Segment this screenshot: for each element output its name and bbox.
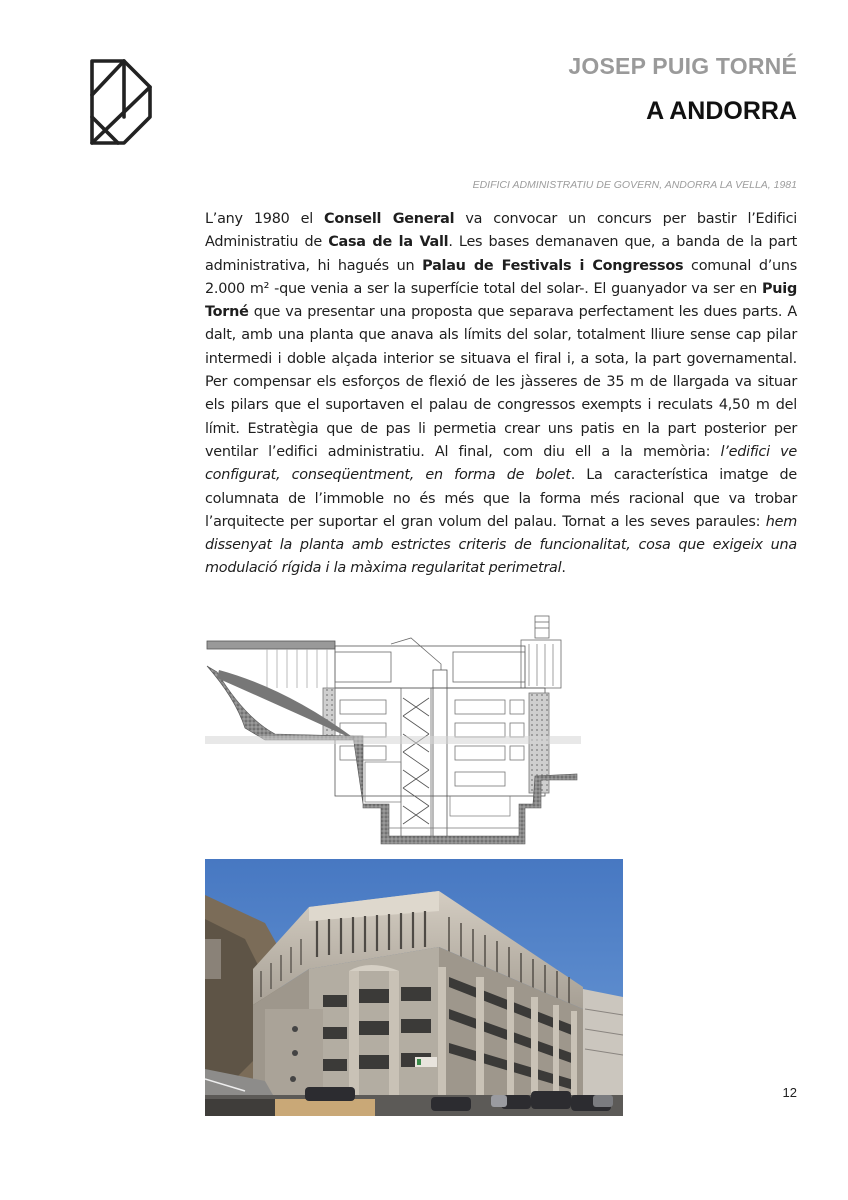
text-run: comunal d’uns 2.000 m² -que venia a ser la superfície total del solar-. El guanyador va ser en <box>205 257 798 297</box>
italic-quote: l’edifici ve configurat, conseqüentment, en forma de bolet <box>205 443 797 484</box>
text-run: que va presentar una proposta que separava perfectament les dues parts. A dalt, amb una planta que anava als límits del solar, totalment lliure sense cap pilar intermedi i doble alçada interior se situava el firal i, a sota, la part governamental. Per compensar els esforços de flexió de les jàsseres de 35 m de llargada va situar els pilars que el suportaven el palau de congressos exempts i reculats 4,50 m del límit. Estratègia que de pas li permetia crear uns patis en la part posterior per ventilar l’edifici administratiu. Al final, com diu ell a la memòria: <box>205 304 797 460</box>
text-run: va convocar un concurs per bastir l’Edifici Administratiu de <box>205 211 798 251</box>
bold-term: Palau de Festivals i Congressos <box>422 257 684 274</box>
section-drawing <box>205 608 581 854</box>
text-run: L’any 1980 el <box>205 211 325 227</box>
italic-quote: hem dissenyat la planta amb estrictes criteris de funcionalitat, cosa que exigeix una modulació rígida i la màxima regularitat perimetral <box>205 513 797 577</box>
figure-caption: EDIFICI ADMINISTRATIU DE GOVERN, ANDORRA LA VELLA, 1981 <box>472 179 797 191</box>
bold-term: Puig Torné <box>205 280 797 321</box>
bold-term: Casa de la Vall <box>328 234 449 251</box>
text-run: . La característica imatge de columnata de l’immoble no és més que la forma més racional que va trobar l’arquitecte per suportar el gran volum del palau. Tornat a les seves paraules: <box>205 467 797 530</box>
bold-term: Consell General <box>324 211 455 227</box>
body-paragraph <box>205 208 797 581</box>
building-photo <box>205 859 623 1116</box>
page-number: 12 <box>782 1085 797 1100</box>
text-run: . Les bases demanaven que, a banda de la part administrativa, hi hagués un <box>205 234 798 274</box>
page-title: A ANDORRA <box>646 97 797 125</box>
text-run: . <box>561 560 566 577</box>
geometric-d-logo-icon <box>88 57 154 147</box>
author-kicker: JOSEP PUIG TORNÉ <box>568 53 797 79</box>
